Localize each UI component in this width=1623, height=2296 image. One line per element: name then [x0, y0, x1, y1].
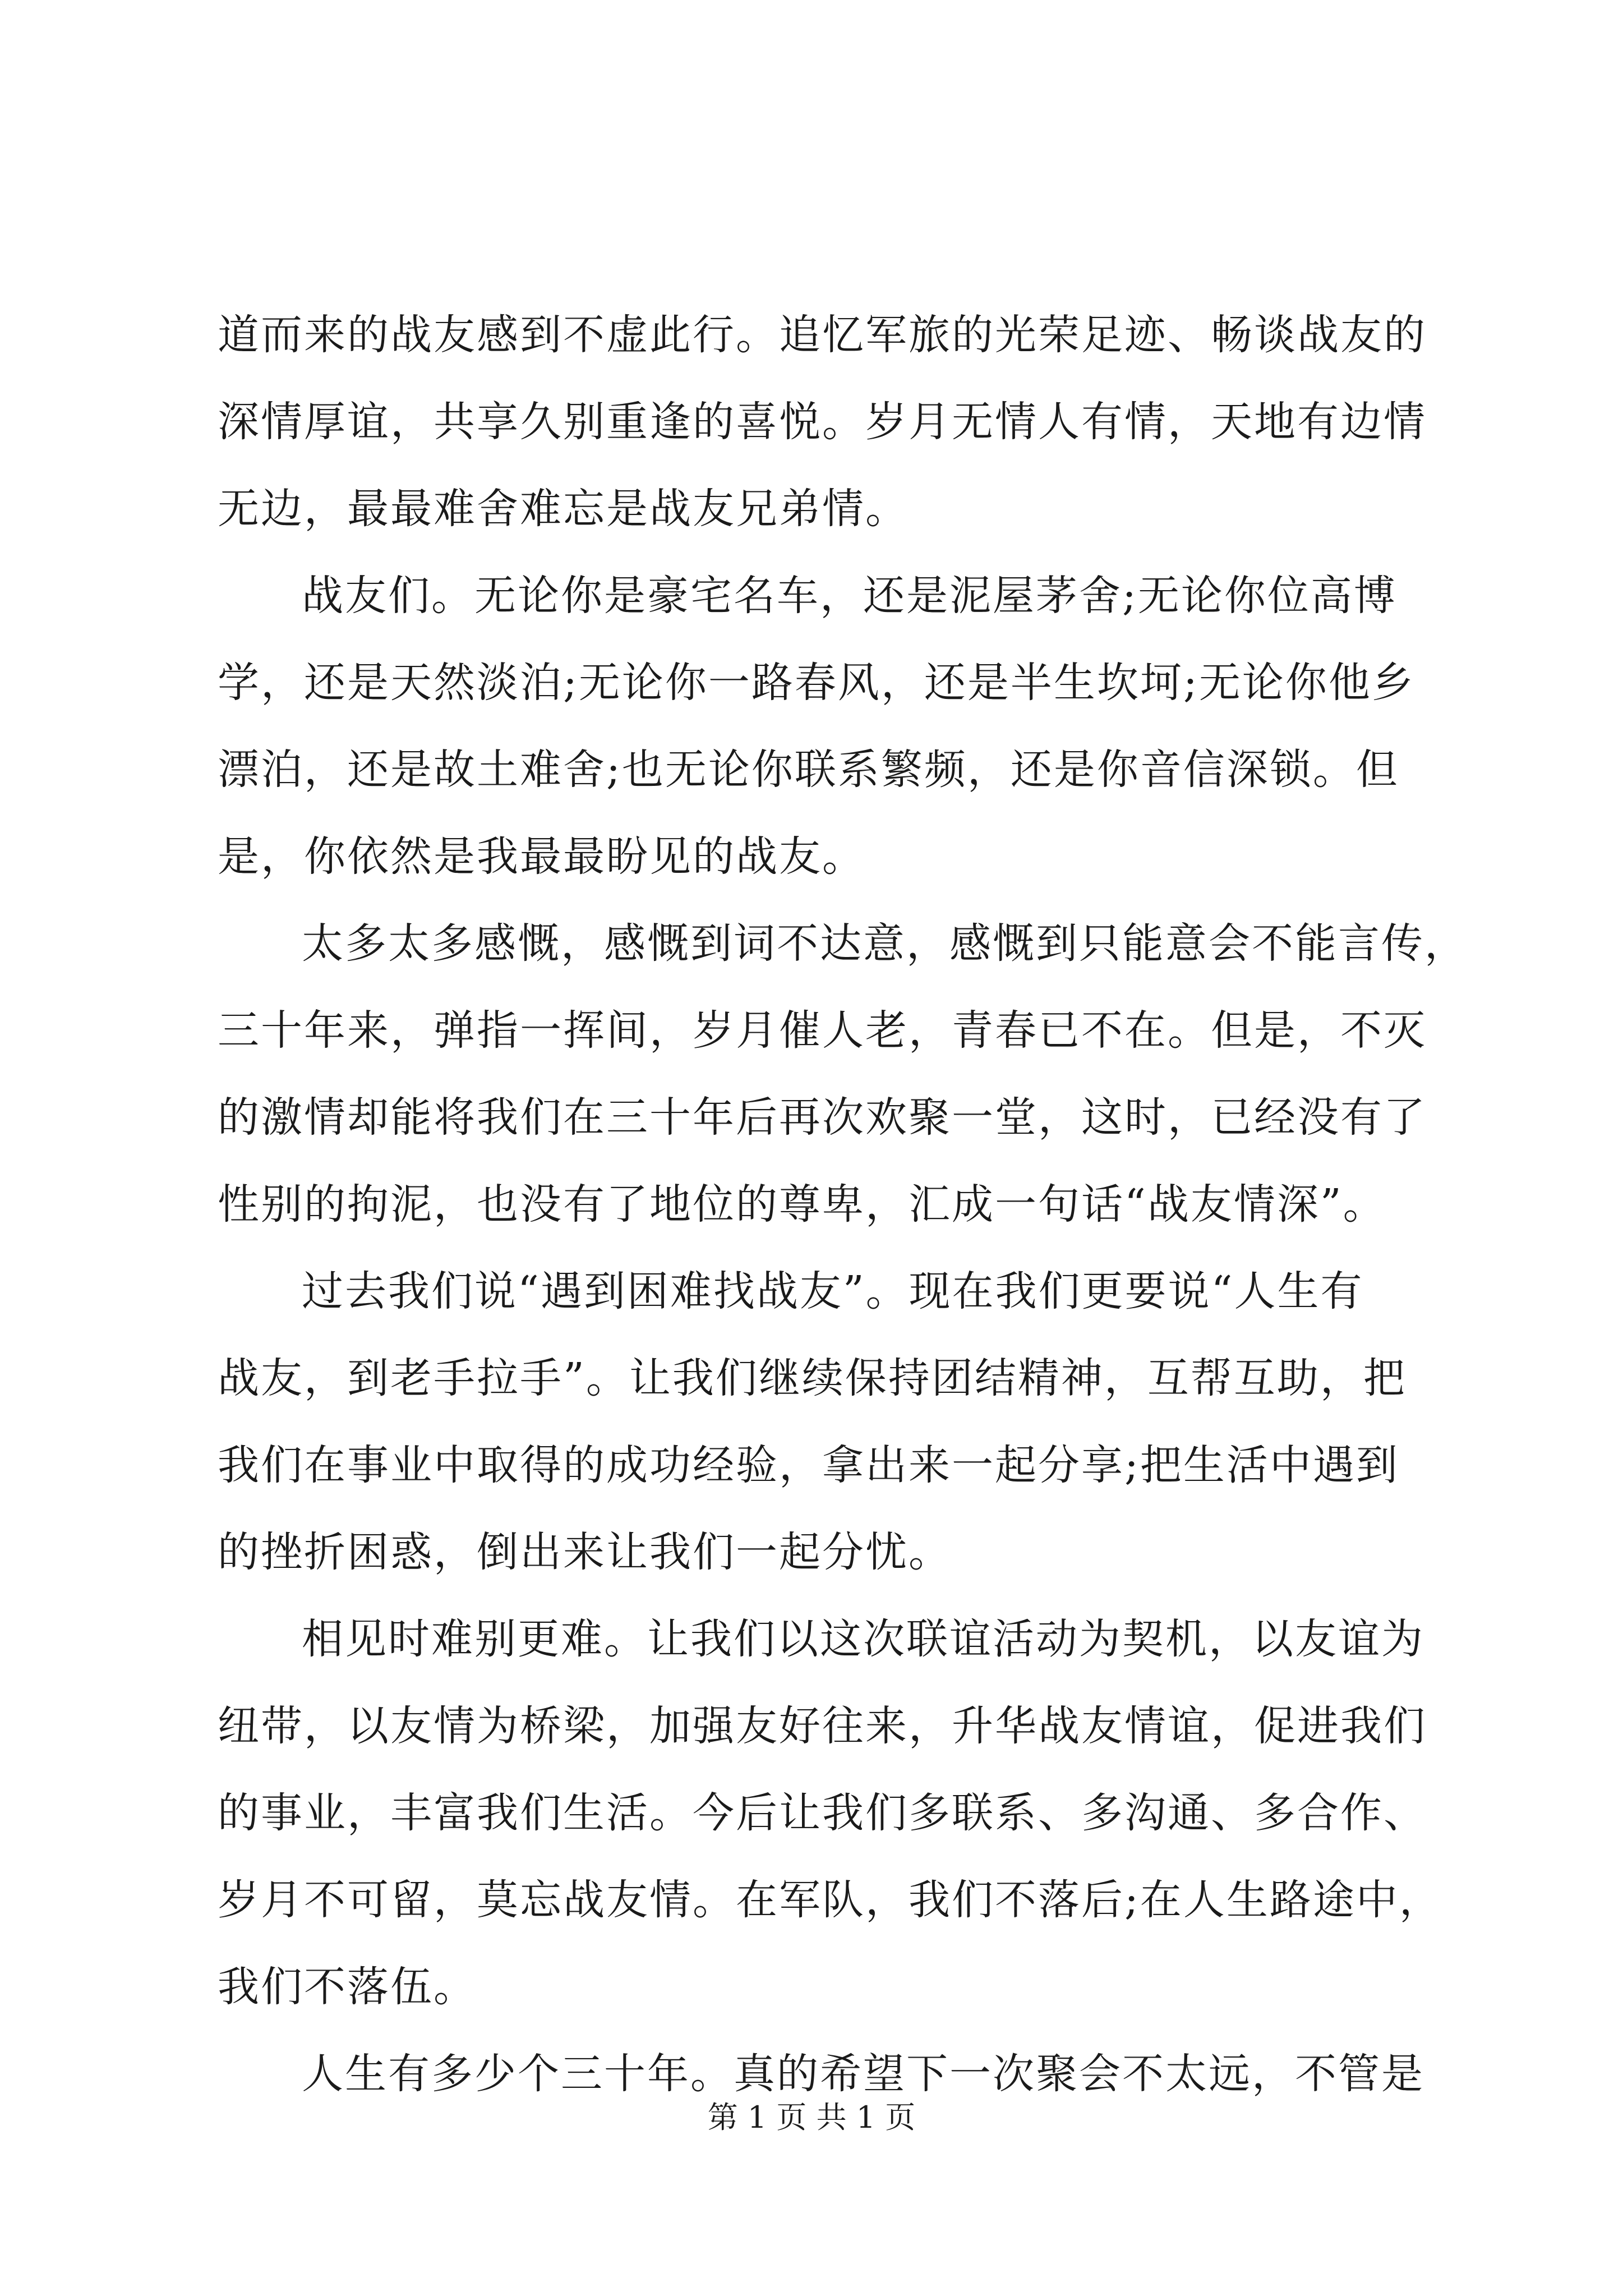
- page-number-label: 第 1 页 共 1 页: [707, 2100, 916, 2135]
- text-line: 漂泊，还是故土难舍;也无论你联系繁频，还是你音信深锁。但: [218, 746, 1399, 794]
- text-line: 道而来的战友感到不虚此行。追忆军旅的光荣足迹、畅谈战友的: [218, 311, 1427, 359]
- paragraph-first-line: 过去我们说“遇到困难找战友”。现在我们更要说“人生有: [302, 1267, 1364, 1315]
- page-footer: [0, 2098, 1623, 2137]
- text-line: 三十年来，弹指一挥间，岁月催人老，青春已不在。但是，不灭: [218, 1006, 1427, 1055]
- text-line: 深情厚谊，共享久别重逢的喜悦。岁月无情人有情，天地有边情: [218, 398, 1427, 446]
- text-line: 的挫折困惑，倒出来让我们一起分忧。: [218, 1528, 952, 1576]
- text-line: 学，还是天然淡泊;无论你一路春风，还是半生坎坷;无论你他乡: [218, 659, 1415, 707]
- paragraph-first-line: 太多太多感慨，感慨到词不达意，感慨到只能意会不能言传，: [302, 919, 1468, 968]
- text-line: 性别的拘泥，也没有了地位的尊卑，汇成一句话“战友情深”。: [218, 1180, 1386, 1228]
- paragraph-first-line: 人生有多少个三十年。真的希望下一次聚会不太远，不管是: [302, 2050, 1424, 2098]
- text-line: 纽带，以友情为桥梁，加强友好往来，升华战友情谊，促进我们: [218, 1702, 1427, 1750]
- text-line: 是，你依然是我最最盼见的战友。: [218, 832, 865, 881]
- text-line: 无边，最最难舍难忘是战友兄弟情。: [218, 485, 909, 533]
- text-line: 我们不落伍。: [218, 1963, 477, 2011]
- text-line: 岁月不可留，莫忘战友情。在军队，我们不落后;在人生路途中，: [218, 1876, 1442, 1924]
- paragraph-first-line: 战友们。无论你是豪宅名车，还是泥屋茅舍;无论你位高博: [302, 572, 1397, 620]
- document-body: [218, 292, 1468, 2118]
- text-line: 的事业，丰富我们生活。今后让我们多联系、多沟通、多合作、: [218, 1789, 1427, 1837]
- text-line: 战友，到老手拉手”。让我们继续保持团结精神，互帮互助，把: [218, 1354, 1407, 1402]
- text-line: 我们在事业中取得的成功经验，拿出来一起分享;把生活中遇到: [218, 1441, 1399, 1489]
- text-line: 的激情却能将我们在三十年后再次欢聚一堂，这时，已经没有了: [218, 1093, 1427, 1142]
- paragraph-first-line: 相见时难别更难。让我们以这次联谊活动为契机，以友谊为: [302, 1615, 1424, 1663]
